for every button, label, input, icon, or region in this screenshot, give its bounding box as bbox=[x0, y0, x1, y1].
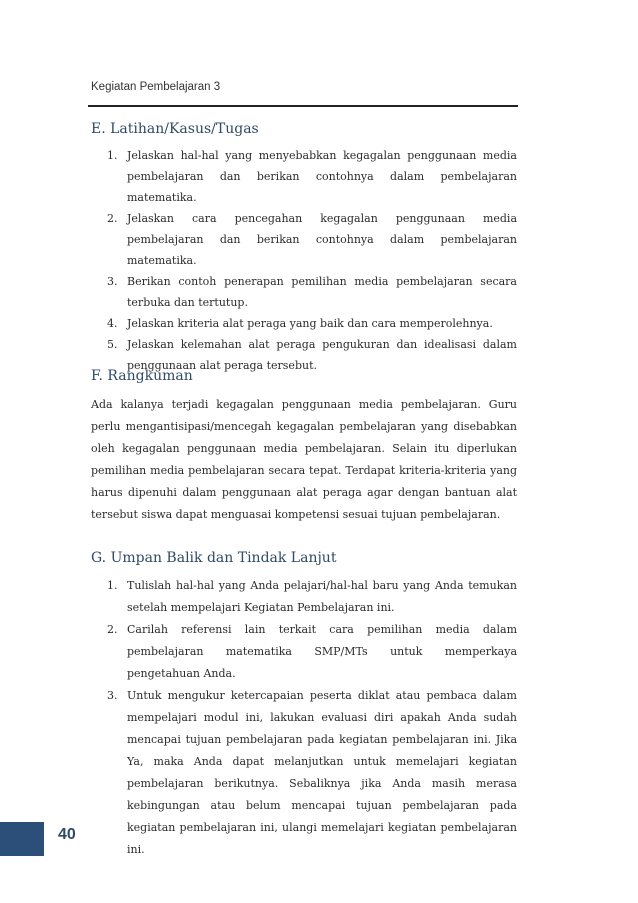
item-text: Berikan contoh penerapan pemilihan media pembelajaran secara terbuka dan tertutup. bbox=[127, 275, 517, 309]
section-e-title: E. Latihan/Kasus/Tugas bbox=[91, 121, 259, 137]
item-text: Jelaskan kelemahan alat peraga pengukuran dan idealisasi dalam penggunaan alat peraga tersebut. bbox=[127, 338, 517, 372]
list-item bbox=[91, 619, 517, 685]
item-text: Jelaskan cara pencegahan kegagalan penggunaan media pembelajaran dan berikan contohnya dalam pembelajaran matematika. bbox=[127, 212, 517, 267]
list-item bbox=[91, 208, 517, 271]
item-number: 1. bbox=[107, 579, 118, 592]
header-rule bbox=[88, 105, 518, 107]
item-number: 3. bbox=[107, 689, 118, 702]
item-number: 3. bbox=[107, 275, 118, 288]
feedback-list bbox=[91, 575, 517, 861]
list-item bbox=[91, 271, 517, 313]
summary-paragraph: Ada kalanya terjadi kegagalan penggunaan media pembelajaran. Guru perlu mengantisipasi/mencegah kegagalan pembelajaran yang disebabkan oleh kegagalan penggunaan media pembelajaran. Selain itu diperlukan pemilihan media pembelajaran secara tepat. Terdapat kriteria-kriteria yang harus dipenuhi dalam penggunaan alat peraga agar dengan bantuan alat tersebut siswa dapat menguasai kompetensi sesuai tujuan pembelajaran. bbox=[91, 398, 517, 521]
page-number: 40 bbox=[58, 826, 76, 843]
item-text: Jelaskan hal-hal yang menyebabkan kegagalan penggunaan media pembelajaran dan berikan contohnya dalam pembelajaran matematika. bbox=[127, 149, 517, 204]
page-tab bbox=[0, 822, 44, 856]
exercise-list bbox=[91, 145, 517, 376]
list-item bbox=[91, 685, 517, 861]
section-summary bbox=[91, 368, 517, 526]
item-number: 2. bbox=[107, 212, 118, 225]
section-exercises bbox=[91, 121, 517, 376]
item-number: 4. bbox=[107, 317, 118, 330]
item-text: Untuk mengukur ketercapaian peserta diklat atau pembaca dalam mempelajari modul ini, lakukan evaluasi diri apakah Anda sudah mencapai tujuan pembelajaran pada kegiatan pembelajaran ini. Jika Ya, maka Anda dapat melanjutkan untuk memelajari kegiatan pembelajaran berikutnya. Sebaliknya jika Anda masih merasa kebingungan atau belum mencapai tujuan pembelajaran pada kegiatan pembelajaran ini, ulangi memelajari kegiatan pembelajaran ini. bbox=[127, 689, 517, 856]
item-text: Jelaskan kriteria alat peraga yang baik dan cara memperolehnya. bbox=[127, 317, 493, 330]
section-f-title: F. Rangkuman bbox=[91, 368, 193, 384]
section-g-title: G. Umpan Balik dan Tindak Lanjut bbox=[91, 550, 337, 566]
item-number: 1. bbox=[107, 149, 118, 162]
running-header: Kegiatan Pembelajaran 3 bbox=[91, 81, 221, 93]
item-text: Tulislah hal-hal yang Anda pelajari/hal-hal baru yang Anda temukan setelah mempelajari Kegiatan Pembelajaran ini. bbox=[127, 579, 517, 614]
list-item bbox=[91, 313, 517, 334]
item-text: Carilah referensi lain terkait cara pemilihan media dalam pembelajaran matematika SMP/MTs untuk memperkaya pengetahuan Anda. bbox=[127, 623, 517, 680]
section-feedback bbox=[91, 550, 517, 861]
item-number: 5. bbox=[107, 338, 118, 351]
item-number: 2. bbox=[107, 623, 118, 636]
list-item bbox=[91, 575, 517, 619]
list-item bbox=[91, 145, 517, 208]
